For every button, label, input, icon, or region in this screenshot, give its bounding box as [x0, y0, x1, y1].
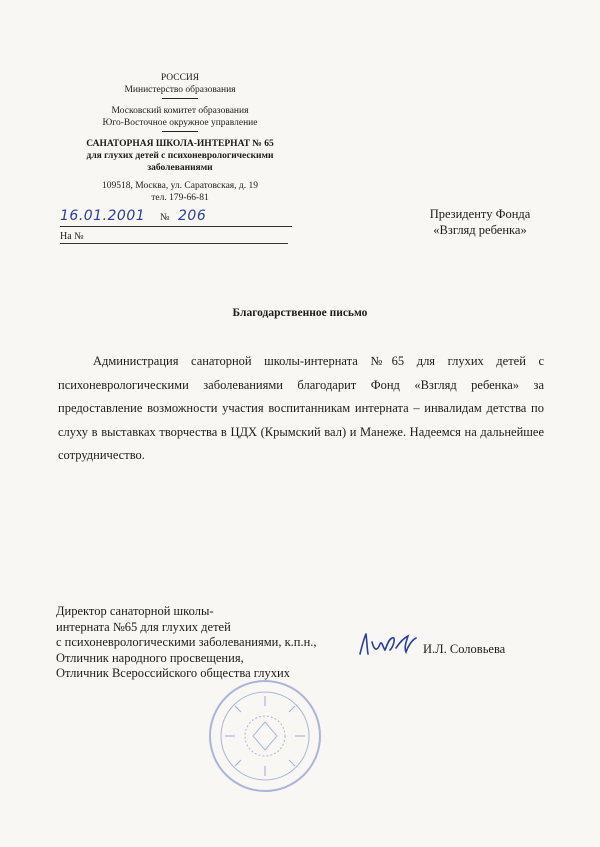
outgoing-number: 206	[178, 208, 207, 224]
signatory-title: Директор санаторной школы-	[56, 604, 214, 618]
letterhead-divider	[162, 98, 198, 99]
letterhead-school-desc: заболеваниями	[147, 163, 213, 173]
letterhead-committee: Московский комитет образования	[111, 106, 249, 116]
letter-body: Администрация санаторной школы-интерната №65 для глухих детей с психоневрологическими заболеваниями благодарит Фонд «Взгляд ребенка» за предоставление возможности участия воспитанникам интерната – инвалидам детства по слуху в выставках творчества в ЦДХ (Крымский вал) и Манеже. Надеемся на дальнейшее сотрудничество.	[58, 354, 544, 462]
signatory-honor: Отличник Всероссийского общества глухих	[56, 666, 290, 680]
letterhead-phone: тел. 179-66-81	[151, 193, 209, 203]
official-seal-stamp	[205, 676, 325, 796]
letterhead-ministry: Министерство образования	[124, 85, 236, 95]
outgoing-date-number-line	[60, 208, 292, 227]
reply-number-line	[60, 231, 288, 244]
handwritten-signature	[352, 628, 422, 662]
letterhead-address: 109518, Москва, ул. Саратовская, д. 19	[101, 181, 259, 191]
reply-number-label: На №	[60, 231, 84, 242]
letterhead	[60, 72, 300, 204]
signatory-honor: Отличник народного просвещения,	[56, 650, 244, 665]
signatory-name: И.Л. Соловьева	[423, 642, 506, 656]
recipient	[400, 206, 560, 238]
letterhead-school-name: САНАТОРНАЯ ШКОЛА-ИНТЕРНАТ № 65	[86, 139, 274, 149]
signatory-title: с психоневрологическими заболеваниями, к.п.н.,	[56, 635, 317, 649]
number-label: №	[160, 212, 170, 223]
letterhead-country: РОССИЯ	[160, 73, 200, 83]
letterhead-school-desc: для глухих детей с психоневрологическими	[86, 151, 274, 161]
outgoing-date: 16.01.2001	[60, 208, 146, 224]
letterhead-district: Юго-Восточное окружное управление	[102, 118, 258, 128]
recipient-line: «Взгляд ребенка»	[433, 223, 527, 237]
letterhead-divider	[162, 131, 198, 132]
letter-title: Благодарственное письмо	[232, 307, 368, 319]
signatory-title: интерната №65 для глухих детей	[56, 619, 231, 634]
recipient-line: Президенту Фонда	[429, 207, 531, 221]
signature-block	[56, 604, 386, 682]
